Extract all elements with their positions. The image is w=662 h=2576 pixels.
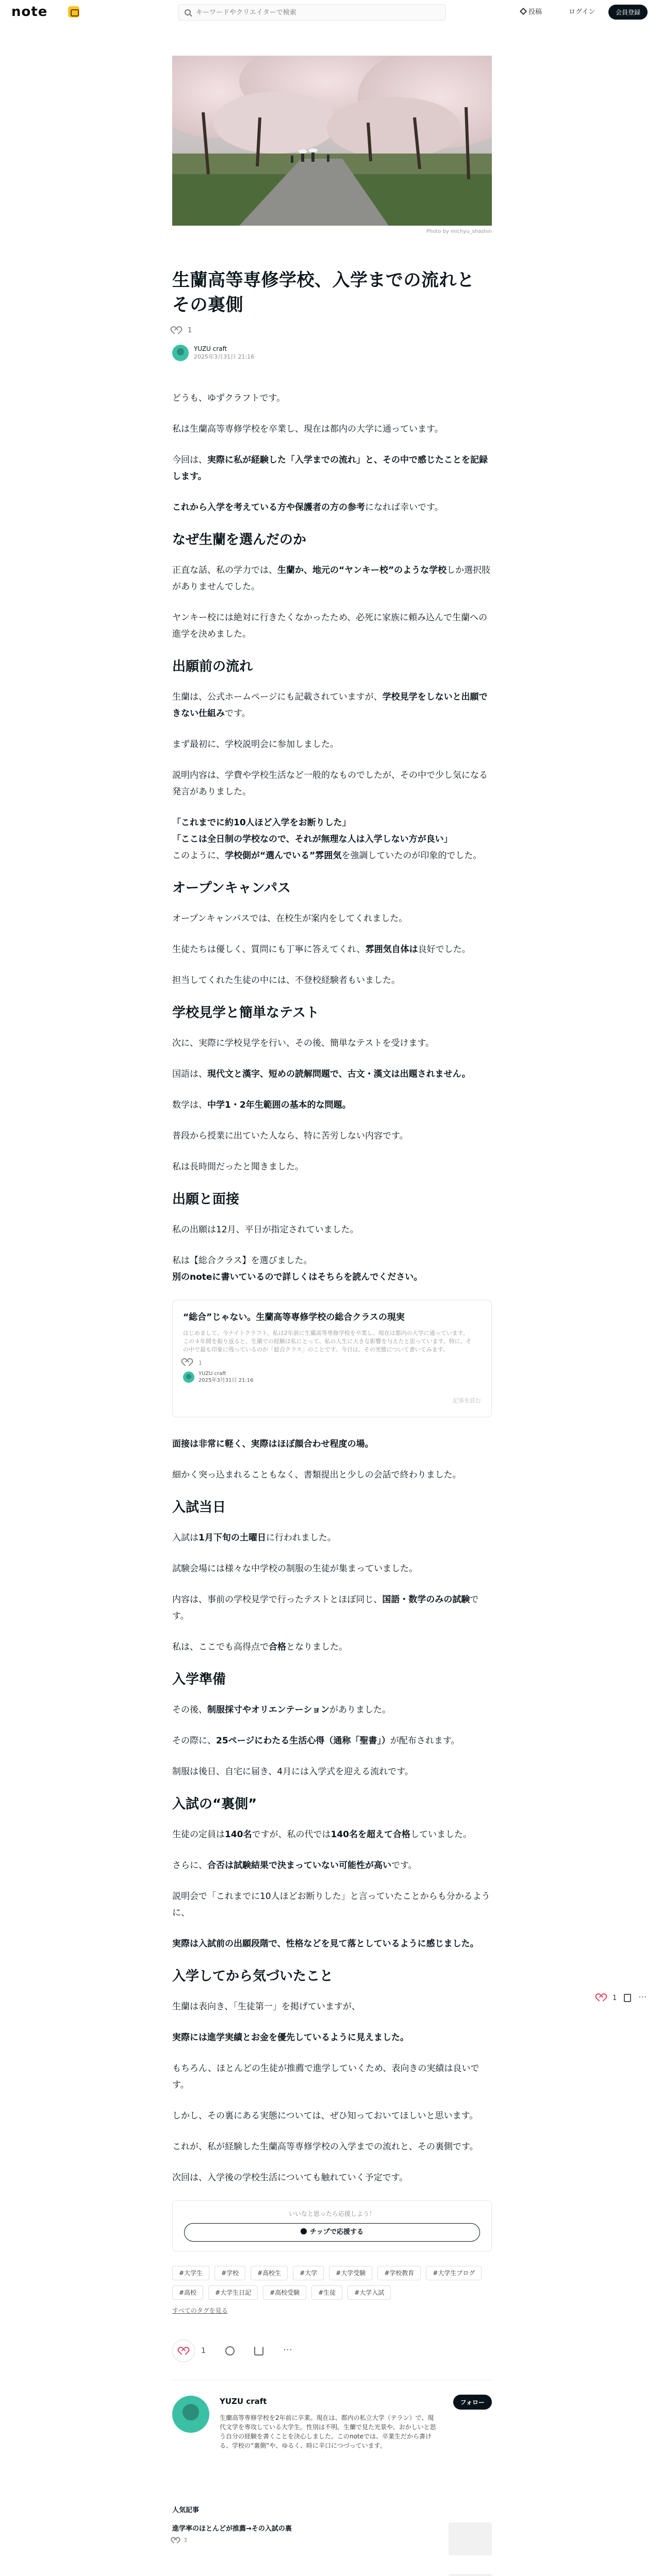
note-logo[interactable]: note: [11, 4, 48, 20]
tag-chip[interactable]: #高校生: [251, 2266, 288, 2280]
article-body: [172, 390, 492, 2186]
paragraph: これから入学を考えている方や保護者の方の参考になれば幸いです。: [172, 502, 443, 513]
share-icon[interactable]: [254, 2346, 263, 2355]
logo-badge-icon: [68, 6, 79, 18]
paragraph: 生蘭は、公式ホームページにも記載されていますが、学校見学をしないと出願できない仕組みです。: [172, 692, 488, 719]
paragraph: ヤンキー校には絶対に行きたくなかったため、必死に家族に頼み込んで生蘭への進学を決めました。: [172, 613, 488, 639]
tip-button-label: チップで応援する: [309, 2228, 363, 2236]
site-header: [0, 0, 662, 26]
section-heading: オープンキャンパス: [172, 880, 291, 896]
author-row[interactable]: [172, 345, 492, 361]
paragraph: もちろん、ほとんどの生徒が推薦で進学していくため、表向きの実績は良いです。: [172, 2063, 479, 2090]
paragraph: このように、学校側が“選んでいる”雰囲気を強調していたのが印象的でした。: [172, 851, 482, 861]
paragraph: その後、制服採寸やオリエンテーションがありました。: [172, 1705, 391, 1715]
tag-chip[interactable]: #大学生: [172, 2266, 209, 2280]
hero-image: [172, 56, 492, 226]
post-button[interactable]: [521, 6, 542, 16]
paragraph: 正直な話、私の学力では、生蘭か、地元の“ヤンキー校”のような学校しか選択肢がありませんでした。: [172, 565, 491, 592]
tag-chip[interactable]: #学校教育: [377, 2266, 421, 2280]
pen-icon: [520, 8, 527, 15]
tag-chip[interactable]: #大学入試: [347, 2285, 391, 2300]
article-title: 生蘭高等専修学校、入学までの流れとその裏側: [172, 270, 475, 315]
tag-chip[interactable]: #大学: [293, 2266, 324, 2280]
embed-date: 2025年3月31日 21:16: [198, 1378, 254, 1383]
section-heading: 入学してから気づいたこと: [172, 1969, 334, 1984]
article: [172, 268, 492, 2576]
section-heading: 入学準備: [172, 1672, 226, 1687]
paragraph: 次に、実際に学校見学を行い、その後、簡単なテストを受けます。: [172, 1038, 434, 1048]
paragraph: 私は長時間だったと聞きました。: [172, 1162, 304, 1172]
creator-bio: 生蘭高等専修学校を2年前に卒業。現在は、都内の私立大学（テラン）で、現代文学を専攻している大学生。性別は不明。生蘭で見た光景や、おかしいと思う自分の経験を書くことを決心しました。このnoteでは、卒業生だから書ける、学校の“裏側”や、ゆるく、時に辛口につづっています。: [220, 2414, 436, 2449]
paragraph: オープンキャンパスでは、在校生が案内をしてくれました。: [172, 913, 408, 924]
list-item[interactable]: [172, 2524, 492, 2576]
thumbnail: [449, 2522, 492, 2555]
thumbnail: [449, 2574, 492, 2576]
photo-credit[interactable]: Photo by michyu_shashin: [426, 229, 492, 234]
paragraph: 今回は、実際に私が経験した「入学までの流れ」と、その中で感じたことを記録します。: [172, 455, 488, 482]
heart-icon: [172, 327, 180, 334]
tip-button[interactable]: [184, 2223, 480, 2242]
read-more-label: 記事を読む: [453, 1397, 481, 1404]
popular-heading: 人気記事: [172, 2506, 200, 2514]
heart-icon: [183, 1359, 191, 1366]
tag-chip[interactable]: #大学生ブログ: [426, 2266, 482, 2280]
paragraph: これが、私が経験した生蘭高等専修学校の入学までの流れと、その裏側です。: [172, 2142, 478, 2152]
tag-chip[interactable]: #大学受験: [329, 2266, 372, 2280]
paragraph: 「これまでに約10人ほど入学をお断りした」: [172, 818, 351, 828]
paragraph: 入試は1月下旬の土曜日に行われました。: [172, 1533, 336, 1543]
section-heading: 入試当日: [172, 1500, 226, 1515]
section-heading: 入試の“裏側”: [172, 1797, 257, 1812]
paragraph: 私の出願は12月、平日が指定されていました。: [172, 1225, 359, 1235]
paragraph: 生徒の定員は140名ですが、私の代では140名を超えて合格していました。: [172, 1829, 472, 1840]
bookmark-icon[interactable]: [624, 1994, 631, 2002]
avatar: [183, 1371, 194, 1383]
paragraph: 数学は、中学1・2年生範囲の基本的な問題。: [172, 1100, 351, 1110]
tag-chip[interactable]: #高校受験: [263, 2285, 306, 2300]
popular-likes: [172, 2537, 492, 2544]
avatar[interactable]: [172, 345, 189, 361]
floating-actions: [597, 1994, 646, 2002]
embed-description: はじめまして。今ナイトクラフト。私は2年前に生蘭高等専修学校を卒業し、現在は都内の大学に通っています。この４年間を振り返ると、生蘭での経験は私にとって、私の人生に大きな影響を与えたと思っています。特に、その中で最も印象に残っているのが「総合クラス」のことです。今日は、その実態について書いてみます。: [183, 1330, 472, 1353]
paragraph: 説明内容は、学費や学校生活など一般的なものでしたが、その中で少し気になる発言がありました。: [172, 770, 488, 797]
like-summary[interactable]: [172, 327, 492, 334]
avatar[interactable]: [172, 2396, 209, 2433]
tag-chip[interactable]: #生徒: [311, 2285, 342, 2300]
section-heading: なぜ生蘭を選んだのか: [172, 532, 307, 548]
follow-button[interactable]: フォロー: [453, 2395, 492, 2410]
support-box: [172, 2200, 492, 2251]
search-input[interactable]: [196, 9, 433, 16]
section-heading: 出願前の流れ: [172, 659, 253, 674]
article-actions: [172, 2340, 492, 2362]
paragraph: 制服は後日、自宅に届き、4月には入学式を迎える流れです。: [172, 1767, 413, 1777]
paragraph: 面接は非常に軽く、実際はほぼ顔合わせ程度の場。: [172, 1439, 374, 1449]
signup-button[interactable]: 会員登録: [608, 5, 648, 20]
support-text: いいなと思ったら応援しよう！: [288, 2210, 375, 2217]
paragraph: 私は、ここでも高得点で合格となりました。: [172, 1642, 347, 1652]
paragraph: 実際は入試前の出願段階で、性格などを見て落としているように感じました。: [172, 1939, 479, 1949]
popular-articles: [172, 2504, 492, 2576]
author-name[interactable]: YUZU craft: [194, 345, 227, 352]
paragraph: 別のnoteに書いているので詳しくはそちらを読んでください。: [172, 1272, 423, 1282]
section-heading: 出願と面接: [172, 1192, 240, 1207]
tag-chip[interactable]: #学校: [214, 2266, 245, 2280]
paragraph: 生蘭は表向き、「生徒第一」を掲げていますが、: [172, 2002, 360, 2012]
paragraph: 普段から授業に出ていた人なら、特に苦労しない内容です。: [172, 1131, 408, 1141]
tag-chip[interactable]: #高校: [172, 2285, 203, 2300]
heart-icon[interactable]: [597, 1994, 605, 2002]
embed-author: [183, 1370, 481, 1384]
hero-illustration: [172, 56, 492, 226]
tag-chip[interactable]: #大学生日記: [208, 2285, 258, 2300]
tag-list: [172, 2266, 492, 2300]
like-button[interactable]: [172, 2340, 195, 2362]
login-button[interactable]: ログイン: [569, 8, 595, 16]
like-count: 1: [613, 1994, 617, 2002]
heart-icon: [179, 2348, 188, 2355]
embed-author-name: YUZU craft: [198, 1371, 226, 1377]
comment-icon[interactable]: [225, 2346, 235, 2355]
search-box[interactable]: [178, 4, 446, 21]
embed-title: “総合”じゃない。生蘭高等専修学校の総合クラスの現実: [183, 1312, 405, 1323]
post-label: 投稿: [528, 8, 542, 16]
paragraph: 私は【総合クラス】を選びました。: [172, 1256, 312, 1266]
embedded-note-card[interactable]: [172, 1300, 492, 1417]
paragraph: 生徒たちは優しく、質問にも丁寧に答えてくれ、雰囲気自体は良好でした。: [172, 944, 471, 955]
like-count: 1: [198, 1359, 202, 1366]
section-heading: 学校見学と簡単なテスト: [172, 1005, 319, 1021]
publish-date: 2025年3月31日 21:16: [194, 353, 255, 360]
paragraph: 次回は、入学後の学校生活についても触れていく予定です。: [172, 2173, 408, 2183]
more-options-icon[interactable]: [638, 1994, 646, 2002]
paragraph: 試験会場には様々な中学校の制服の生徒が集まっていました。: [172, 1564, 418, 1574]
paragraph: まず最初に、学校説明会に参加しました。: [172, 739, 339, 750]
creator-name[interactable]: YUZU craft: [220, 2397, 267, 2406]
paragraph: 国語は、現代文と漢字、短めの読解問題で、古文・漢文は出題されません。: [172, 1069, 471, 1079]
like-count: 1: [201, 2347, 206, 2355]
paragraph: 「ここは全日制の学校なので、それが無理な人は入学しない方が良い」: [172, 834, 453, 844]
paragraph: 内容は、事前の学校見学で行ったテストとほぼ同じ、国語・数学のみの試験です。: [172, 1595, 479, 1621]
popular-title: 進学率のほとんどが推薦→その入試の裏: [172, 2525, 292, 2533]
search-icon: [185, 9, 191, 15]
paragraph: 私は生蘭高等専修学校を卒業し、現在は都内の大学に通っています。: [172, 424, 443, 434]
paragraph: 実際には進学実績とお金を優先しているように見えました。: [172, 2032, 409, 2043]
paragraph: その際に、25ページにわたる生活心得（通称「聖書」）が配布されます。: [172, 1736, 460, 1746]
paragraph: さらに、合否は試験結果で決まっていない可能性が高いです。: [172, 1860, 417, 1871]
all-tags-link[interactable]: すべてのタグを見る: [172, 2307, 228, 2314]
heart-icon: [172, 2538, 178, 2543]
paragraph: どうも、ゆずクラフトです。: [172, 393, 286, 403]
like-count: 1: [188, 327, 192, 334]
paragraph: 担当してくれた生徒の中には、不登校経験者もいました。: [172, 975, 400, 986]
tip-icon: [301, 2228, 307, 2234]
paragraph: 説明会で「これまでに10人ほどお断りした」と言っていたことからも分かるように、: [172, 1891, 490, 1918]
like-count: 3: [184, 2537, 187, 2544]
creator-profile: [172, 2380, 492, 2498]
embed-likes: [183, 1359, 481, 1366]
paragraph: 細かく突っ込まれることもなく、書類提出と少しの会話で終わりました。: [172, 1470, 461, 1480]
more-options-icon[interactable]: [283, 2346, 292, 2355]
paragraph: しかし、その裏にある実態については、ぜひ知っておいてほしいと思います。: [172, 2111, 478, 2121]
